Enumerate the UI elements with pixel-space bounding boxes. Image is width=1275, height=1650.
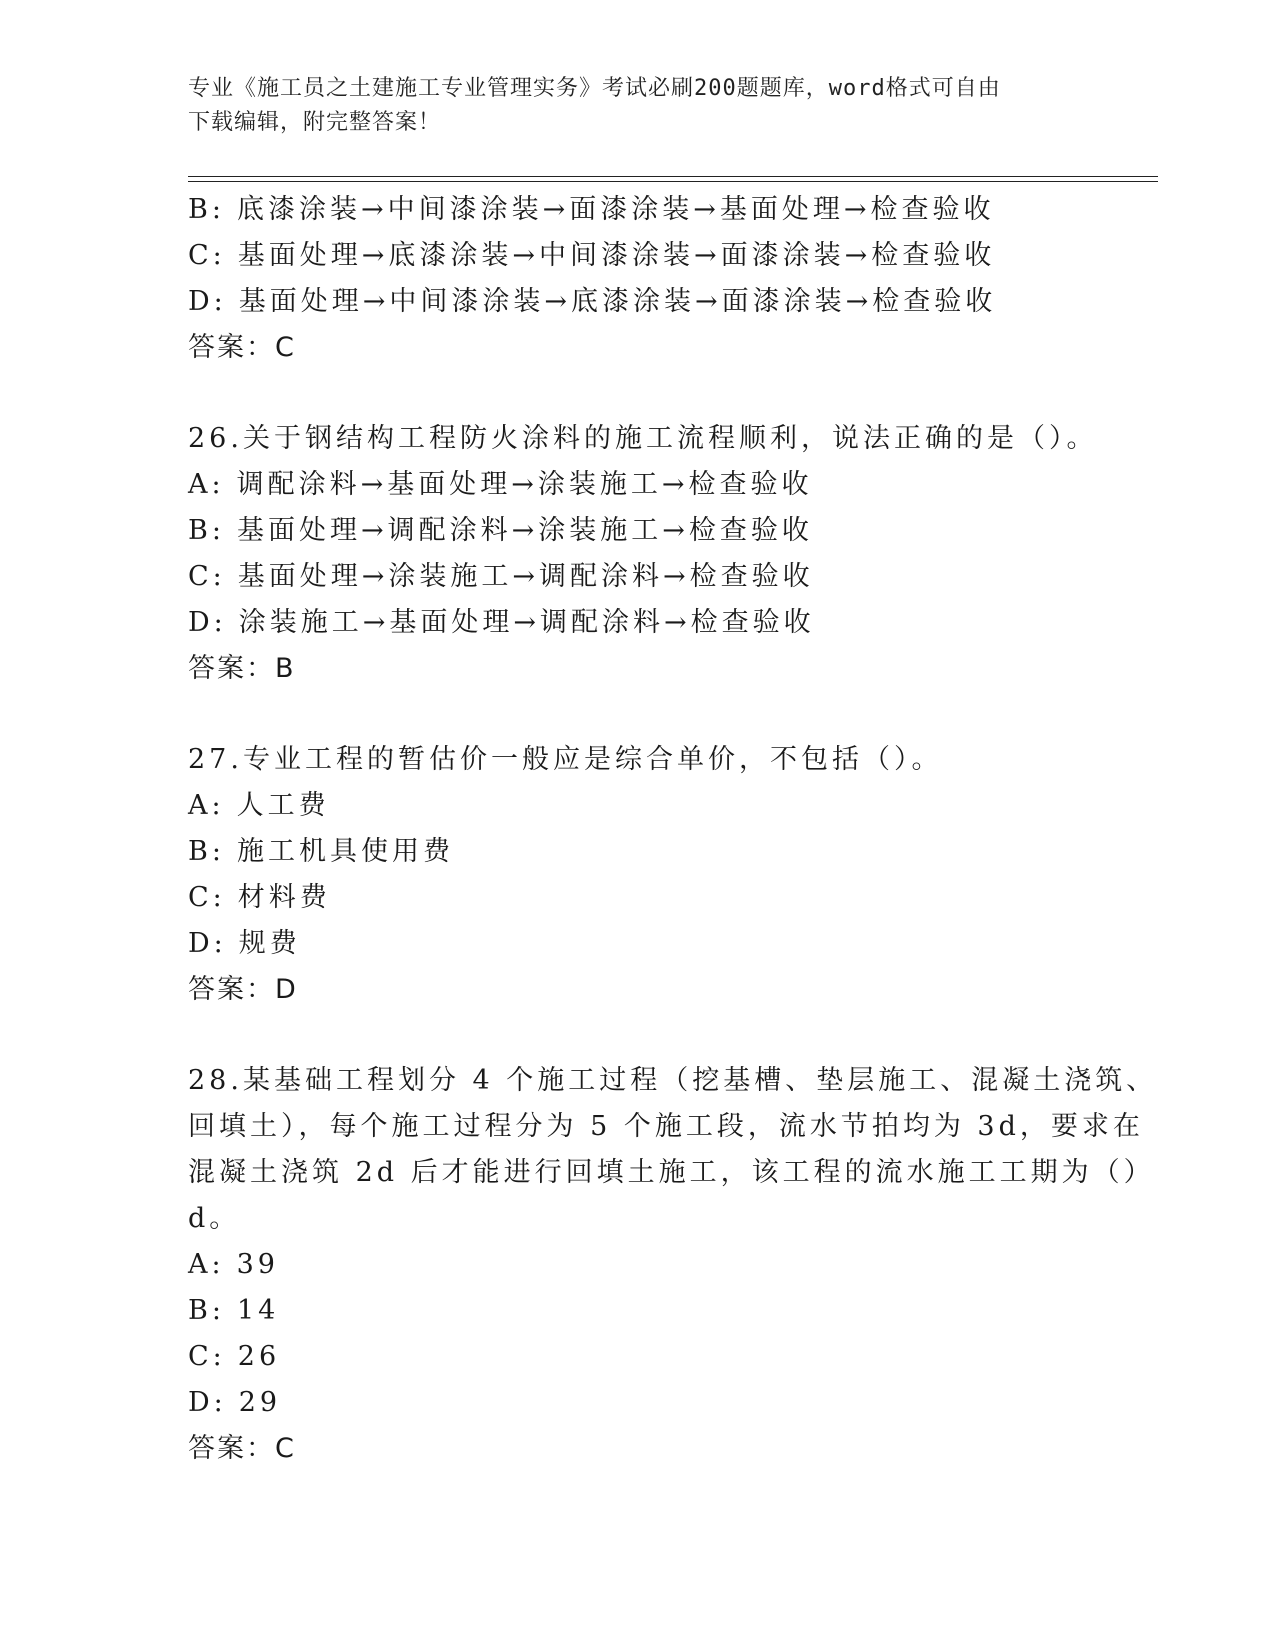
option-a: A: 人工费 bbox=[188, 790, 330, 821]
question-26 bbox=[188, 416, 1098, 692]
question-stem-line: d。 bbox=[188, 1203, 241, 1234]
header-divider-bottom bbox=[188, 181, 1158, 182]
answer-label: 答案：C bbox=[188, 1433, 296, 1464]
option-c: C: 26 bbox=[188, 1341, 281, 1372]
header-line-2: 下载编辑，附完整答案！ bbox=[188, 110, 442, 135]
option-c: C: 基面处理→底漆涂装→中间漆涂装→面漆涂装→检查验收 bbox=[188, 240, 996, 271]
question-25-continued bbox=[188, 187, 1068, 371]
answer-label: 答案：B bbox=[188, 653, 296, 684]
option-d: D: 基面处理→中间漆涂装→底漆涂装→面漆涂装→检查验收 bbox=[188, 286, 997, 317]
question-stem-line: 回填土），每个施工过程分为 5 个施工段，流水节拍均为 3d，要求在 bbox=[188, 1111, 1144, 1142]
option-c: C: 基面处理→涂装施工→调配涂料→检查验收 bbox=[188, 561, 814, 592]
header-divider-top bbox=[188, 176, 1158, 177]
option-d: D: 规费 bbox=[188, 928, 301, 959]
question-27 bbox=[188, 737, 1068, 1013]
option-b: B: 底漆涂装→中间漆涂装→面漆涂装→基面处理→检查验收 bbox=[188, 194, 995, 225]
question-stem: 26.关于钢结构工程防火涂料的施工流程顺利，说法正确的是（）。 bbox=[188, 423, 1098, 454]
option-b: B: 施工机具使用费 bbox=[188, 836, 454, 867]
question-stem-line: 混凝土浇筑 2d 后才能进行回填土施工，该工程的流水施工工期为（） bbox=[188, 1157, 1155, 1188]
question-stem-line: 28.某基础工程划分 4 个施工过程（挖基槽、垫层施工、混凝土浇筑、 bbox=[188, 1065, 1158, 1096]
header-line-1: 专业《施工员之土建施工专业管理实务》考试必刷200题题库，word格式可自由 bbox=[188, 76, 1001, 101]
option-a: A: 39 bbox=[188, 1249, 279, 1280]
question-list bbox=[188, 187, 1158, 1472]
answer-label: 答案：C bbox=[188, 332, 296, 363]
option-b: B: 14 bbox=[188, 1295, 280, 1326]
question-28 bbox=[188, 1058, 1158, 1472]
question-stem bbox=[188, 1058, 1158, 1242]
option-d: D: 涂装施工→基面处理→调配涂料→检查验收 bbox=[188, 607, 815, 638]
option-a: A: 调配涂料→基面处理→涂装施工→检查验收 bbox=[188, 469, 813, 500]
option-b: B: 基面处理→调配涂料→涂装施工→检查验收 bbox=[188, 515, 813, 546]
question-stem: 27.专业工程的暂估价一般应是综合单价，不包括（）。 bbox=[188, 744, 943, 775]
option-c: C: 材料费 bbox=[188, 882, 331, 913]
option-d: D: 29 bbox=[188, 1387, 282, 1418]
document-header bbox=[188, 72, 1068, 140]
answer-label: 答案：D bbox=[188, 974, 298, 1005]
